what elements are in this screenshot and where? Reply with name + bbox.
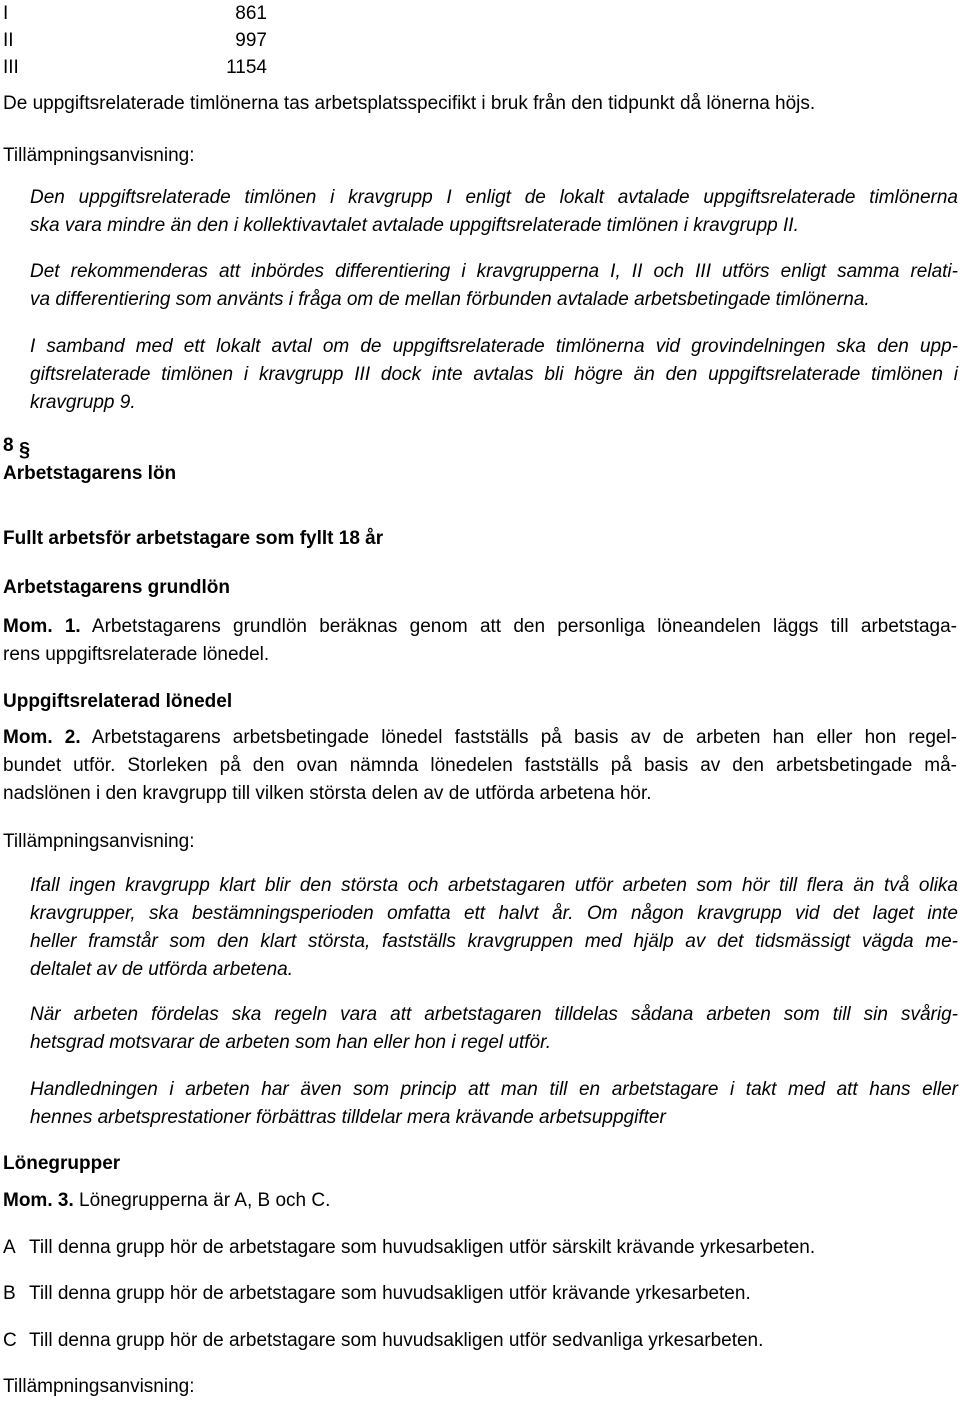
line: Handledningen i arbeten har även som princip att man till en arbetstagare i takt med att hans eller	[30, 1079, 958, 1100]
heading-basic-salary: Arbetstagarens grundlön	[3, 577, 230, 598]
mom2-text: Arbetstagarens arbetsbetingade lönedel fastställs på basis av de arbeten han eller hon regel-	[91, 727, 958, 748]
line: deltalet av de utförda arbetena.	[30, 959, 294, 980]
heading-salary-groups: Lönegrupper	[3, 1153, 121, 1174]
line: rens uppgiftsrelaterade lönedel.	[3, 644, 270, 665]
instruction-paragraph	[30, 333, 958, 417]
mom2-paragraph	[3, 724, 957, 808]
line: Den uppgiftsrelaterade timlönen i kravgrupp I enligt de lokalt avtalade uppgiftsrelaterade timlönerna	[30, 187, 958, 208]
mom1-text: Arbetstagarens grundlön beräknas genom att den personliga löneandelen läggs till arbetstaga-	[91, 616, 957, 637]
grade-label: II	[3, 30, 14, 51]
group-letter: B	[3, 1283, 16, 1304]
mom1-paragraph	[3, 613, 957, 669]
line: kravgrupper, ska bestämningsperioden omfatta ett halvt år. Om någon kravgrupp vid det laget inte	[30, 903, 958, 924]
group-letter: C	[3, 1330, 17, 1351]
line: Det rekommenderas att inbördes differentiering i kravgrupperna I, II och III utförs enligt samma relati-	[30, 261, 958, 282]
grade-value: 997	[235, 30, 267, 51]
line: va differentiering som använts i fråga om de mellan förbunden avtalade arbetsbetingade timlönerna.	[30, 289, 870, 310]
line	[3, 613, 957, 641]
mom3-text: Lönegrupperna är A, B och C.	[79, 1190, 331, 1211]
group-text: Till denna grupp hör de arbetstagare som huvudsakligen utför särskilt krävande yrkesarbeten.	[29, 1237, 816, 1258]
line: När arbeten fördelas ska regeln vara att arbetstagaren tilldelas sådana arbeten som till sin svårig-	[30, 1004, 958, 1025]
line: hetsgrad motsvarar de arbeten som han eller hon i regel utför.	[30, 1032, 552, 1053]
instruction-paragraph	[30, 1076, 958, 1132]
section-sign-icon: §	[19, 439, 31, 461]
mom2-label: Mom. 2.	[3, 727, 81, 748]
line: heller framstår som den klart största, fastställs kravgruppen med hjälp av det tidsmässigt vägda me-	[30, 931, 958, 952]
grade-label: I	[3, 3, 9, 24]
group-text: Till denna grupp hör de arbetstagare som huvudsakligen utför krävande yrkesarbeten.	[29, 1283, 751, 1304]
section-num: 8	[3, 435, 14, 456]
mom3-paragraph	[3, 1187, 960, 1215]
instruction-paragraph	[30, 872, 958, 984]
instruction-paragraph	[30, 184, 958, 240]
mom3-label: Mom. 3.	[3, 1190, 74, 1211]
grade-value: 1154	[226, 57, 267, 78]
section-number	[3, 432, 960, 460]
tillampningsanvisning-label: Tillämpningsanvisning:	[3, 831, 195, 852]
grade-label: III	[3, 57, 19, 78]
heading-task-related: Uppgiftsrelaterad lönedel	[3, 691, 233, 712]
grade-value: 861	[235, 3, 267, 24]
line: I samband med ett lokalt avtal om de uppgiftsrelaterade timlönerna vid grovindelningen ska den upp-	[30, 336, 958, 357]
mom1-label: Mom. 1.	[3, 616, 81, 637]
instruction-paragraph	[30, 1001, 958, 1057]
line: Ifall ingen kravgrupp klart blir den största och arbetstagaren utför arbeten som hör till flera än två olika	[30, 875, 958, 896]
line: hennes arbetsprestationer förbättras tilldelar mera krävande arbetsuppgifter	[30, 1107, 666, 1128]
line: bundet utför. Storleken på den ovan nämnda lönedelen fastställs på basis av den arbetsbetingade må-	[3, 755, 957, 776]
line: nadslönen i den kravgrupp till vilken största delen av de utförda arbetena hör.	[3, 783, 652, 804]
tillampningsanvisning-label: Tillämpningsanvisning:	[3, 1376, 195, 1397]
tillampningsanvisning-label: Tillämpningsanvisning:	[3, 145, 195, 166]
instruction-paragraph	[30, 258, 958, 314]
line: giftsrelaterade timlönen i kravgrupp III dock inte avtalas bli högre än den uppgiftsrelaterade timlönen i	[30, 364, 958, 385]
line: kravgrupp 9.	[30, 392, 136, 413]
group-text: Till denna grupp hör de arbetstagare som huvudsakligen utför sedvanliga yrkesarbeten.	[29, 1330, 764, 1351]
heading-full-employee: Fullt arbetsför arbetstagare som fyllt 18 år	[3, 528, 384, 549]
intro-text: De uppgiftsrelaterade timlönerna tas arbetsplatsspecifikt i bruk från den tidpunkt då lönerna höjs.	[3, 93, 816, 114]
line: ska vara mindre än den i kollektivavtalet avtalade uppgiftsrelaterade timlönen i kravgrupp II.	[30, 215, 799, 236]
line	[3, 724, 957, 752]
section-title: Arbetstagarens lön	[3, 463, 177, 484]
group-letter: A	[3, 1237, 16, 1258]
